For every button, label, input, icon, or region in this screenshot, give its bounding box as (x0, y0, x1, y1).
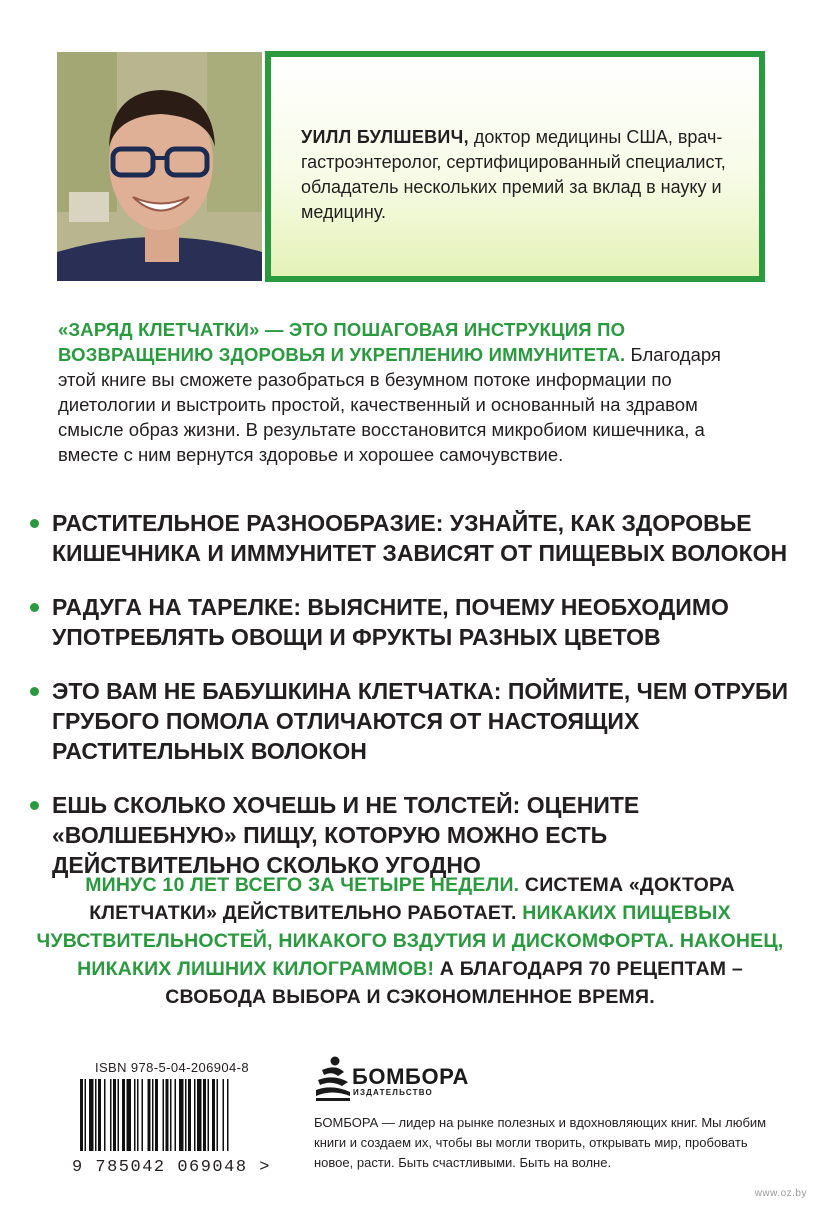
barcode-digits: 9 785042 069048 > (72, 1158, 271, 1177)
barcode-icon (72, 1079, 272, 1151)
publisher-description: БОМБОРА — лидер на рынке полезных и вдохновляющих книг. Мы любим книги и создаем их, чтобы вы могли творить, открывать мир, пробовать новое, расти. Быть счастливыми. Быть на волне. (314, 1115, 767, 1170)
site-watermark: www.oz.by (754, 1188, 807, 1199)
feature-list (30, 508, 790, 904)
summary-text-1: СИСТЕМА «ДОКТОРА КЛЕТЧАТКИ» ДЕЙСТВИТЕЛЬНО РАБОТАЕТ. (89, 874, 735, 924)
isbn-label: ISBN 978-5-04-206904-8 (94, 1060, 250, 1075)
bullet-dot-icon (30, 687, 39, 696)
bombora-wave-icon (316, 1056, 350, 1102)
feature-text: ЕШЬ СКОЛЬКО ХОЧЕШЬ И НЕ ТОЛСТЕЙ: ОЦЕНИТЕ «ВОЛШЕБНУЮ» ПИЩУ, КОТОРУЮ МОЖНО ЕСТЬ ДЕЙСТВИТЕЛЬНО СКОЛЬКО УГОДНО (52, 792, 640, 878)
author-photo (57, 52, 262, 281)
bullet-dot-icon (30, 603, 39, 612)
feature-text: РАДУГА НА ТАРЕЛКЕ: ВЫЯСНИТЕ, ПОЧЕМУ НЕОБХОДИМО УПОТРЕБЛЯТЬ ОВОЩИ И ФРУКТЫ РАЗНЫХ ЦВЕТОВ (52, 594, 729, 650)
feature-item (30, 508, 790, 568)
feature-item (30, 592, 790, 652)
intro-highlight: «ЗАРЯД КЛЕТЧАТКИ» — ЭТО ПОШАГОВАЯ ИНСТРУКЦИЯ ПО ВОЗВРАЩЕНИЮ ЗДОРОВЬЯ И УКРЕПЛЕНИЮ ИММУНИТЕТА. (58, 319, 626, 365)
bullet-dot-icon (30, 801, 39, 810)
author-bio-box (265, 51, 765, 282)
publisher-logo (316, 1056, 486, 1104)
publisher-subtitle: ИЗДАТЕЛЬСТВО (353, 1088, 433, 1097)
feature-item (30, 790, 790, 880)
feature-item (30, 676, 790, 766)
summary-highlight-1: МИНУС 10 ЛЕТ ВСЕГО ЗА ЧЕТЫРЕ НЕДЕЛИ. (85, 874, 520, 896)
intro-text: Благодаря этой книге вы сможете разобраться в безумном потоке информации по диетологии и выстроить простой, качественный и основанный на здравом смысле образ жизни. В результате восстановится микробиом кишечника, а вместе с ним вернутся здоровье и хорошее самочувствие. (58, 344, 721, 465)
author-credentials: доктор медицины США, врач-гастроэнтеролог, сертифицированный специалист, обладатель нескольких премий за вклад в науку и медицину. (301, 127, 726, 222)
author-bio (301, 125, 741, 225)
feature-text: РАСТИТЕЛЬНОЕ РАЗНООБРАЗИЕ: УЗНАЙТЕ, КАК ЗДОРОВЬЕ КИШЕЧНИКА И ИММУНИТЕТ ЗАВИСЯТ ОТ ПИЩЕВЫХ ВОЛОКОН (52, 510, 788, 566)
summary-text-2: А БЛАГОДАРЯ 70 РЕЦЕПТАМ – СВОБОДА ВЫБОРА И СЭКОНОМЛЕННОЕ ВРЕМЯ. (165, 958, 743, 1008)
publisher-name: БОМБОРА (352, 1064, 470, 1089)
intro-paragraph (58, 317, 758, 467)
summary-highlight-2: НИКАКИХ ПИЩЕВЫХ ЧУВСТВИТЕЛЬНОСТЕЙ, НИКАКОГО ВЗДУТИЯ И ДИСКОМФОРТА. НАКОНЕЦ, НИКАКИХ ЛИШНИХ КИЛОГРАММОВ! (36, 902, 784, 980)
author-name: УИЛЛ БУЛШЕВИЧ, (301, 127, 469, 147)
feature-text: ЭТО ВАМ НЕ БАБУШКИНА КЛЕТЧАТКА: ПОЙМИТЕ, ЧЕМ ОТРУБИ ГРУБОГО ПОМОЛА ОТЛИЧАЮТСЯ ОТ НАСТОЯЩИХ РАСТИТЕЛЬНЫХ ВОЛОКОН (52, 678, 789, 764)
barcode-block (72, 1060, 272, 1177)
bullet-dot-icon (30, 519, 39, 528)
summary-paragraph (30, 871, 790, 1011)
